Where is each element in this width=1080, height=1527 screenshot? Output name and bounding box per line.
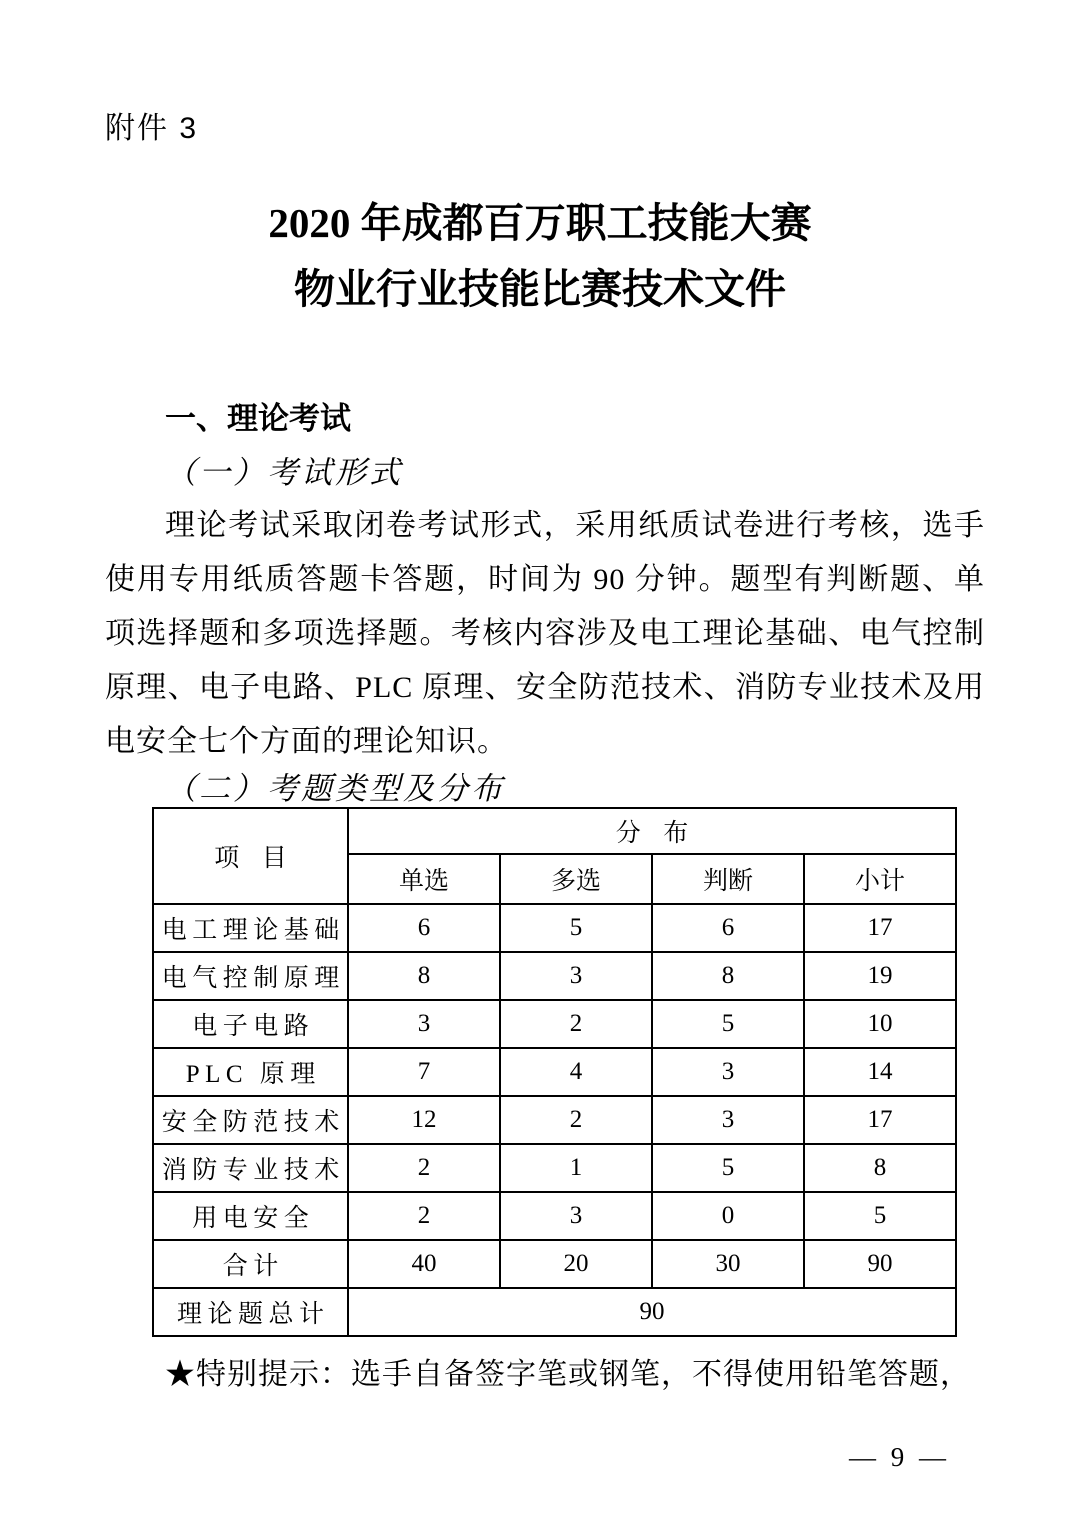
cell-multiple-choice: 4 <box>500 1048 652 1096</box>
cell-judgment: 3 <box>652 1048 804 1096</box>
row-label-text: 消防专业技术 <box>161 1157 345 1184</box>
page-number: — 9 — <box>849 1442 950 1472</box>
cell-multiple-choice: 2 <box>500 1000 652 1048</box>
col-header-judgment: 判断 <box>652 854 804 904</box>
cell-subtotal: 14 <box>804 1048 956 1096</box>
cell-judgment: 0 <box>652 1192 804 1240</box>
doc-title-line-1: 2020 年成都百万职工技能大赛 <box>268 200 812 246</box>
cell-judgment: 8 <box>652 952 804 1000</box>
row-label <box>153 904 348 952</box>
table-row <box>153 1192 956 1240</box>
special-note: ★特别提示：选手自备签字笔或钢笔，不得使用铅笔答题， <box>165 1358 971 1391</box>
table-row <box>153 1144 956 1192</box>
table-row <box>153 952 956 1000</box>
cell-subtotal: 17 <box>804 1096 956 1144</box>
row-label-text: 电气控制原理 <box>161 965 345 992</box>
cell-subtotal: 90 <box>804 1240 956 1288</box>
subsection-1-1-heading: （一）考试形式 <box>165 455 403 490</box>
doc-title-line-2: 物业行业技能比赛技术文件 <box>294 266 786 312</box>
cell-subtotal: 5 <box>804 1192 956 1240</box>
row-label <box>153 1144 348 1192</box>
cell-subtotal: 10 <box>804 1000 956 1048</box>
cell-judgment: 5 <box>652 1144 804 1192</box>
table-footer <box>153 1288 956 1336</box>
col-header-multiple-choice: 多选 <box>500 854 652 904</box>
cell-multiple-choice: 1 <box>500 1144 652 1192</box>
total-row-label <box>153 1288 348 1336</box>
cell-single-choice: 3 <box>348 1000 500 1048</box>
cell-judgment: 3 <box>652 1096 804 1144</box>
row-label-text: 电工理论基础 <box>161 917 345 944</box>
table-body <box>153 904 956 1288</box>
cell-judgment: 30 <box>652 1240 804 1288</box>
attachment-label: 附件 3 <box>105 112 199 145</box>
col-header-item-label: 项目 <box>214 845 310 872</box>
row-label <box>153 1048 348 1096</box>
row-label-text: 合计 <box>222 1253 284 1280</box>
col-header-distribution-label: 分布 <box>615 820 711 847</box>
cell-multiple-choice: 3 <box>500 952 652 1000</box>
row-label-text: 电子电路 <box>192 1013 315 1040</box>
table-header-row-1 <box>153 808 956 854</box>
row-label <box>153 1000 348 1048</box>
cell-single-choice: 2 <box>348 1192 500 1240</box>
cell-single-choice: 40 <box>348 1240 500 1288</box>
subsection-1-2-heading: （二）考题类型及分布 <box>165 771 505 806</box>
row-label <box>153 1096 348 1144</box>
cell-multiple-choice: 5 <box>500 904 652 952</box>
table-row <box>153 1096 956 1144</box>
cell-subtotal: 19 <box>804 952 956 1000</box>
cell-multiple-choice: 2 <box>500 1096 652 1144</box>
question-distribution-table <box>152 807 957 1337</box>
total-row-label-text: 理论题总计 <box>176 1301 330 1328</box>
table-row <box>153 1048 956 1096</box>
cell-single-choice: 12 <box>348 1096 500 1144</box>
cell-multiple-choice: 20 <box>500 1240 652 1288</box>
cell-single-choice: 6 <box>348 904 500 952</box>
section-1-heading: 一、理论考试 <box>165 401 351 436</box>
cell-single-choice: 8 <box>348 952 500 1000</box>
total-row <box>153 1288 956 1336</box>
table-row <box>153 904 956 952</box>
exam-format-paragraph: 理论考试采取闭卷考试形式，采用纸质试卷进行考核，选手使用专用纸质答题卡答题，时间为 90 分钟。题型有判断题、单项选择题和多项选择题。考核内容涉及电工理论基础、电气控制原理、电子电路、PLC 原理、安全防范技术、消防专业技术及用电安全七个方面的理论知识。 <box>105 509 985 758</box>
cell-single-choice: 7 <box>348 1048 500 1096</box>
table-row <box>153 1000 956 1048</box>
row-label <box>153 952 348 1000</box>
cell-judgment: 6 <box>652 904 804 952</box>
cell-multiple-choice: 3 <box>500 1192 652 1240</box>
table-header <box>153 808 956 904</box>
cell-single-choice: 2 <box>348 1144 500 1192</box>
total-row-value: 90 <box>348 1288 956 1336</box>
row-label-text: PLC 原理 <box>185 1061 321 1088</box>
row-label-text: 安全防范技术 <box>161 1109 345 1136</box>
col-header-subtotal: 小计 <box>804 854 956 904</box>
table-row <box>153 1240 956 1288</box>
cell-subtotal: 17 <box>804 904 956 952</box>
row-label <box>153 1240 348 1288</box>
doc-title <box>0 190 1080 322</box>
cell-judgment: 5 <box>652 1000 804 1048</box>
row-label-text: 用电安全 <box>192 1205 315 1232</box>
col-header-distribution <box>348 808 956 854</box>
cell-subtotal: 8 <box>804 1144 956 1192</box>
col-header-item <box>153 808 348 904</box>
col-header-single-choice: 单选 <box>348 854 500 904</box>
row-label <box>153 1192 348 1240</box>
